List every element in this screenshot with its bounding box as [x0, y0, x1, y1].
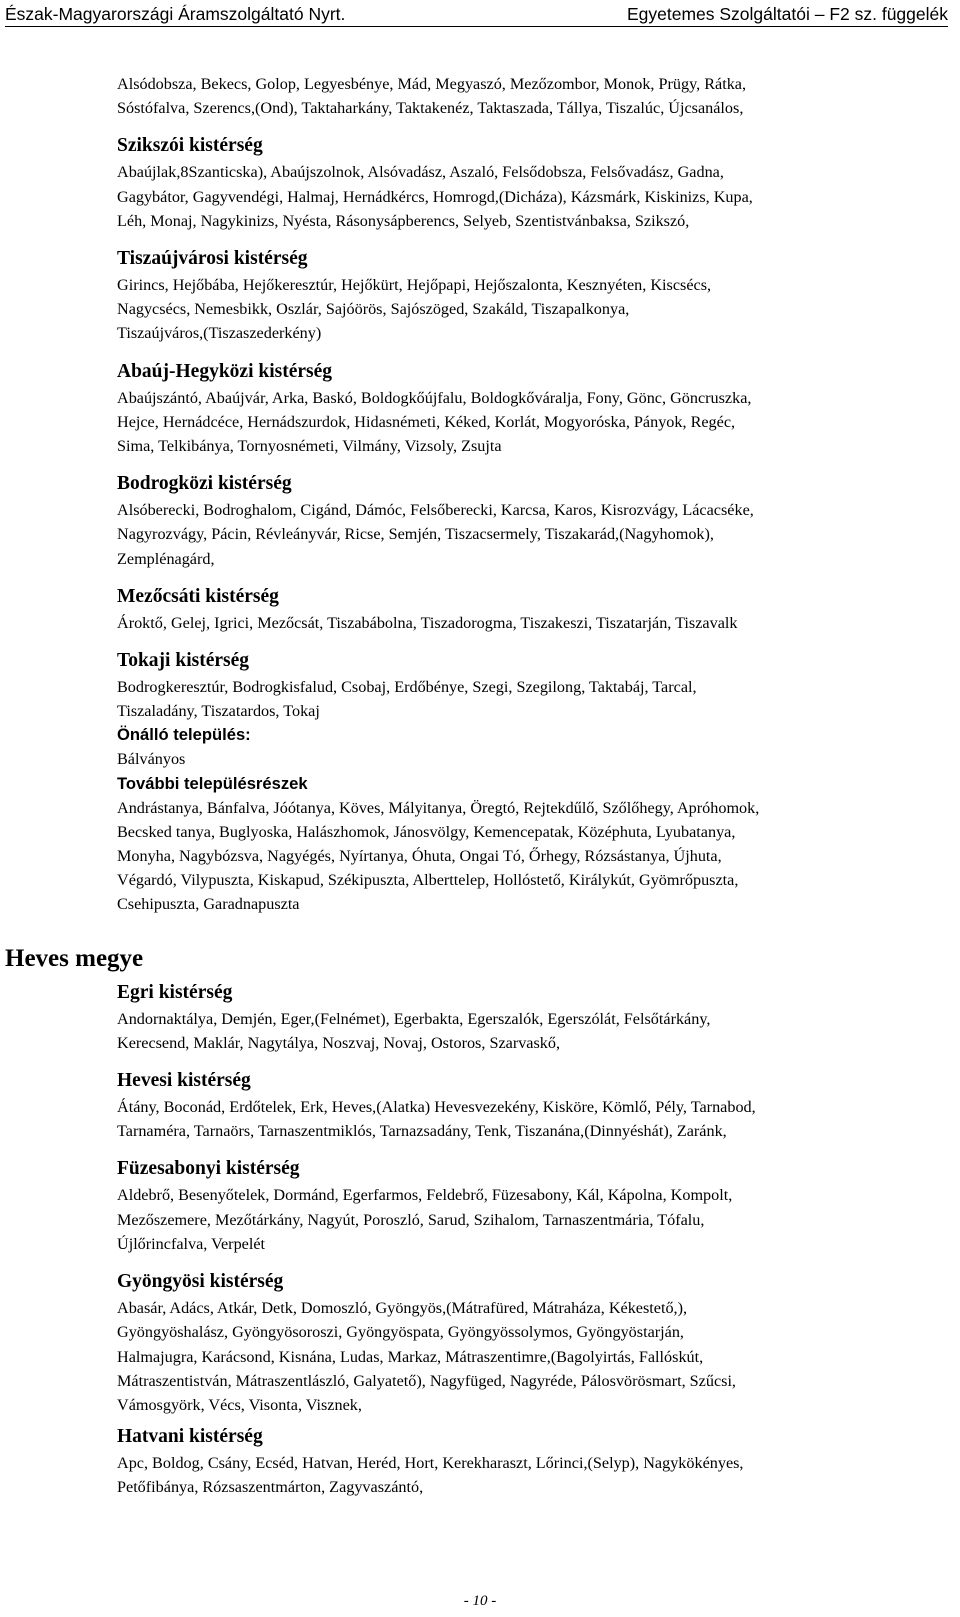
text-line: Hejce, Hernádcéce, Hernádszurdok, Hidasnémeti, Kéked, Korlát, Mogyoróska, Pányok, Regéc, [117, 412, 736, 431]
section-hatvani [117, 1423, 953, 1499]
text-line: Andrástanya, Bánfalva, Jóótanya, Köves, Mályitanya, Öregtó, Rejtekdűlő, Szőlőhegy, Apróhomok, [117, 798, 760, 817]
text-line: Zemplénagárd, [117, 549, 215, 568]
section-title: Tiszaújvárosi kistérség [117, 248, 308, 270]
text-line: Vámosgyörk, Vécs, Visonta, Visznek, [117, 1395, 362, 1414]
text-line: Petőfibánya, Rózsaszentmárton, Zagyvaszántó, [117, 1478, 424, 1497]
text-line: Sóstófalva, Szerencs,(Ond), Taktaharkány, Taktakenéz, Taktaszada, Tállya, Tiszalúc, Újcsanálos, [117, 99, 744, 118]
section-tokaji [117, 647, 953, 723]
section-title: Szikszói kistérség [117, 135, 263, 157]
intro-block [117, 72, 953, 120]
section-onallo-telepules [117, 723, 953, 771]
text-line: Sima, Telkibánya, Tornyosnémeti, Vilmány, Vizsoly, Zsujta [117, 437, 502, 456]
section-tiszaujvarosi [117, 245, 953, 346]
section-title: Tokaji kistérség [117, 650, 249, 672]
section-title: Gyöngyösi kistérség [117, 1271, 284, 1293]
page-number: - 10 - [463, 1593, 497, 1609]
header-divider [5, 26, 948, 27]
section-title: Hevesi kistérség [117, 1070, 251, 1092]
section-title: Füzesabonyi kistérség [117, 1158, 300, 1180]
section-title: Mezőcsáti kistérség [117, 585, 279, 607]
text-line: Bálványos [117, 750, 186, 769]
text-line: Halmajugra, Karácsond, Kisnána, Ludas, Markaz, Mátraszentimre,(Bagolyirtás, Fallóskút, [117, 1347, 704, 1366]
text-line: Tiszaladány, Tiszatardos, Tokaj [117, 702, 320, 721]
section-gyongyosi [117, 1268, 953, 1417]
text-line: Apc, Boldog, Csány, Ecséd, Hatvan, Heréd, Hort, Kerekharaszt, Lőrinci,(Selyp), Nagykökényes, [117, 1454, 744, 1473]
text-line: Végardó, Vilypuszta, Kiskapud, Székipuszta, Alberttelep, Hollóstető, Királykút, Gyömrőpuszta, [117, 871, 739, 890]
section-hevesi [117, 1067, 953, 1143]
section-title: További településrészek [117, 773, 308, 793]
company-name: Észak-Magyarországi Áramszolgáltató Nyrt. [5, 4, 346, 24]
text-line: Csehipuszta, Garadnapuszta [117, 895, 300, 914]
text-line: Nagycsécs, Nemesbikk, Oszlár, Sajóörös, Sajószöged, Szakáld, Tiszapalkonya, [117, 300, 630, 319]
text-line: Tarnaméra, Tarnaörs, Tarnaszentmiklós, Tarnazsadány, Tenk, Tiszanána,(Dinnyéshát), Zaránk, [117, 1122, 727, 1141]
text-line: Mátraszentistván, Mátraszentlászló, Galyatető), Nagyfüged, Nagyréde, Pálosvörösmart, Szűcsi, [117, 1371, 736, 1390]
text-line: Becsked tanya, Buglyoska, Halászhomok, Jánosvölgy, Kemencepatak, Középhuta, Lyubatanya, [117, 822, 736, 841]
section-szikszoi [117, 132, 953, 233]
section-bodrogkozi [117, 470, 953, 571]
section-tovabbi-telepulesreszek [117, 772, 953, 917]
text-line: Tiszaújváros,(Tiszaszederkény) [117, 324, 322, 343]
section-fuzesabonyi [117, 1155, 953, 1256]
text-line: Abaújszántó, Abaújvár, Arka, Baskó, Boldogkőújfalu, Boldogkőváralja, Fony, Gönc, Göncruszka, [117, 388, 752, 407]
text-line: Ároktő, Gelej, Igrici, Mezőcsát, Tiszabábolna, Tiszadorogma, Tiszakeszi, Tiszatarján, Tiszavalk [117, 613, 738, 632]
section-title: Egri kistérség [117, 981, 233, 1003]
section-egri [117, 979, 953, 1055]
section-mezocsati [117, 583, 953, 635]
settlement-list [117, 72, 953, 1500]
text-line: Alsódobsza, Bekecs, Golop, Legyesbénye, Mád, Megyaszó, Mezőzombor, Monok, Prügy, Rátka, [117, 75, 747, 93]
section-title: Bodrogközi kistérség [117, 473, 292, 495]
document-reference: Egyetemes Szolgáltatói – F2 sz. függelék [626, 4, 948, 24]
text-line: Gyöngyöshalász, Gyöngyösoroszi, Gyöngyöspata, Gyöngyössolymos, Gyöngyöstarján, [117, 1323, 684, 1342]
text-line: Átány, Boconád, Erdőtelek, Erk, Heves,(Alatka) Hevesvezekény, Kisköre, Kömlő, Pély, Tarnabod, [117, 1098, 756, 1117]
text-line: Gagybátor, Gagyvendégi, Halmaj, Hernádkércs, Homrogd,(Dicháza), Kázsmárk, Kiskinizs, Kupa, [117, 187, 753, 206]
page-header [0, 0, 960, 28]
county-heading: Heves megye [5, 945, 144, 972]
text-line: Abaújlak,8Szanticska), Abaújszolnok, Alsóvadász, Aszaló, Felsődobsza, Felsővadász, Gadna, [117, 163, 724, 182]
text-line: Léh, Monaj, Nagykinizs, Nyésta, Rásonysápberencs, Selyeb, Szentistvánbaksa, Szikszó, [117, 211, 690, 230]
text-line: Bodrogkeresztúr, Bodrogkisfalud, Csobaj, Erdőbénye, Szegi, Szegilong, Taktabáj, Tarcal, [117, 678, 697, 697]
text-line: Újlőrincfalva, Verpelét [117, 1234, 266, 1253]
text-line: Abasár, Adács, Atkár, Detk, Domoszló, Gyöngyös,(Mátrafüred, Mátraháza, Kékestető,), [117, 1299, 688, 1318]
text-line: Kerecsend, Maklár, Nagytálya, Noszvaj, Novaj, Ostoros, Szarvaskő, [117, 1033, 561, 1052]
text-line: Andornaktálya, Demjén, Eger,(Felnémet), Egerbakta, Egerszalók, Egerszólát, Felsőtárkány, [117, 1009, 711, 1028]
section-title: Abaúj-Hegyközi kistérség [117, 360, 333, 382]
section-abauj-hegykozi [117, 358, 953, 459]
text-line: Monyha, Nagybózsva, Nagyégés, Nyírtanya, Óhuta, Ongai Tó, Őrhegy, Rózsástanya, Újhuta, [117, 847, 722, 866]
text-line: Nagyrozvágy, Pácin, Révleányvár, Ricse, Semjén, Tiszacsermely, Tiszakarád,(Nagyhomok), [117, 525, 714, 544]
text-line: Alsóberecki, Bodroghalom, Cigánd, Dámóc, Felsőberecki, Karcsa, Karos, Kisrozvágy, Lácacséke, [117, 501, 754, 520]
text-line: Girincs, Hejőbába, Hejőkeresztúr, Hejőkürt, Hejőpapi, Hejőszalonta, Kesznyéten, Kiscsécs, [117, 276, 712, 295]
section-title: Hatvani kistérség [117, 1426, 263, 1448]
text-line: Mezőszemere, Mezőtárkány, Nagyút, Poroszló, Sarud, Szihalom, Tarnaszentmária, Tófalu, [117, 1210, 705, 1229]
text-line: Aldebrő, Besenyőtelek, Dormánd, Egerfarmos, Feldebrő, Füzesabony, Kál, Kápolna, Kompolt, [117, 1186, 733, 1205]
section-title: Önálló település: [117, 725, 251, 745]
